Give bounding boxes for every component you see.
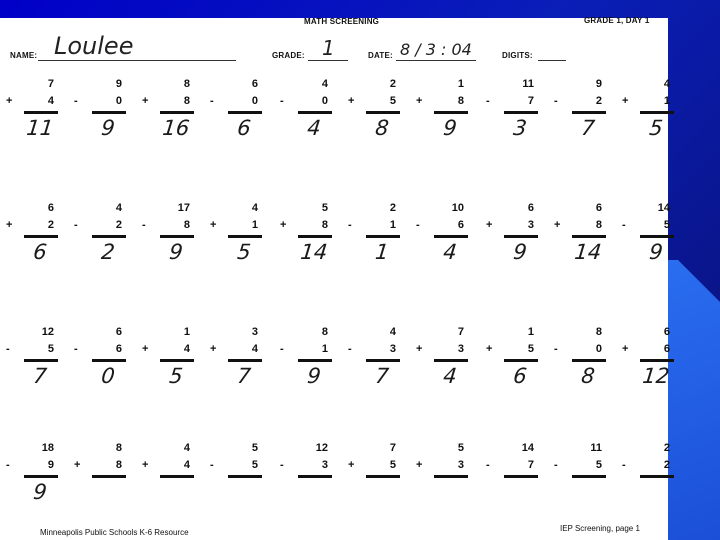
problem-top-number: 12	[41, 326, 54, 338]
problem-top-number: 5	[251, 442, 258, 454]
problem-bottom-number: 2	[663, 459, 670, 471]
problem-answer: 9	[100, 116, 116, 140]
footer-source: Minneapolis Public Schools K-6 Resource	[40, 528, 189, 537]
problem-operator: +	[142, 459, 149, 471]
problem-bottom-number: 0	[115, 95, 122, 107]
problem-top-number: 8	[115, 442, 122, 454]
problem	[210, 78, 264, 138]
problem-operator: +	[74, 459, 81, 471]
problem-top-number: 8	[183, 78, 190, 90]
problem-answer-line	[24, 359, 58, 362]
problem	[280, 202, 334, 262]
problem-top-number: 8	[321, 326, 328, 338]
problem-operator: +	[210, 343, 217, 355]
problem-answer-line	[572, 111, 606, 114]
problem-answer-line	[434, 235, 468, 238]
problem-operator: +	[210, 219, 217, 231]
problem-answer: 7	[374, 364, 390, 388]
problem-top-number: 12	[315, 442, 328, 454]
problem-answer-line	[640, 235, 674, 238]
problem-operator: +	[348, 459, 355, 471]
problem-bottom-number: 1	[321, 343, 328, 355]
problem	[486, 202, 540, 262]
problem	[554, 202, 608, 262]
problem-bottom-number: 5	[527, 343, 534, 355]
problem-answer: 6	[512, 364, 528, 388]
problem-operator: -	[210, 95, 214, 107]
problem-answer: 7	[580, 116, 596, 140]
problem	[554, 442, 608, 502]
problem	[280, 442, 334, 502]
problem-answer-line	[298, 359, 332, 362]
problem	[554, 78, 608, 138]
problem-answer: 9	[32, 480, 48, 504]
problem	[74, 326, 128, 386]
problem-top-number: 4	[115, 202, 122, 214]
problem-bottom-number: 5	[251, 459, 258, 471]
problem-answer: 8	[374, 116, 390, 140]
footer-page: IEP Screening, page 1	[560, 524, 640, 533]
problem-answer-line	[640, 359, 674, 362]
problem-answer-line	[24, 475, 58, 478]
problem-answer: 5	[236, 240, 252, 264]
date-value: 8 / 3 : 04	[400, 40, 472, 59]
problem-operator: +	[416, 343, 423, 355]
problem-top-number: 4	[321, 78, 328, 90]
problem	[416, 202, 470, 262]
problem-operator: -	[6, 343, 10, 355]
problem-answer-line	[572, 475, 606, 478]
problem-answer-line	[298, 475, 332, 478]
problem-answer-line	[160, 475, 194, 478]
problem-answer: 5	[168, 364, 184, 388]
problem	[348, 442, 402, 502]
problem-top-number: 3	[251, 326, 258, 338]
worksheet-title: MATH SCREENING	[304, 17, 380, 26]
problem-operator: +	[416, 459, 423, 471]
problem-bottom-number: 8	[115, 459, 122, 471]
problem-answer: 9	[442, 116, 458, 140]
problem-top-number: 6	[115, 326, 122, 338]
problem-operator: +	[622, 95, 629, 107]
problem-top-number: 4	[663, 78, 670, 90]
problem-top-number: 1	[183, 326, 190, 338]
problem-top-number: 2	[663, 442, 670, 454]
problem-operator: -	[280, 95, 284, 107]
name-value: Loulee	[54, 32, 134, 60]
problem	[348, 326, 402, 386]
problem-answer-line	[366, 235, 400, 238]
problem-top-number: 9	[115, 78, 122, 90]
problem-top-number: 7	[389, 442, 396, 454]
problem-operator: -	[280, 343, 284, 355]
problem-top-number: 14	[521, 442, 534, 454]
problem-answer-line	[92, 235, 126, 238]
problem	[622, 442, 676, 502]
problem-top-number: 11	[522, 78, 534, 90]
problem-bottom-number: 3	[321, 459, 328, 471]
problem-answer-line	[572, 235, 606, 238]
problem-answer-line	[24, 111, 58, 114]
problem-answer: 5	[648, 116, 664, 140]
problem	[74, 202, 128, 262]
problem-top-number: 6	[595, 202, 602, 214]
problem-operator: -	[486, 95, 490, 107]
problem-operator: +	[486, 343, 493, 355]
problem-answer-line	[92, 475, 126, 478]
problem-operator: +	[6, 219, 13, 231]
problem	[210, 202, 264, 262]
problem	[74, 442, 128, 502]
problem	[486, 326, 540, 386]
problem-answer: 2	[100, 240, 116, 264]
problem-answer-line	[92, 111, 126, 114]
problem-top-number: 18	[41, 442, 54, 454]
problem-operator: -	[348, 219, 352, 231]
problem-bottom-number: 0	[251, 95, 258, 107]
problem-operator: -	[210, 459, 214, 471]
date-label: DATE:	[368, 51, 393, 60]
problem-bottom-number: 8	[183, 95, 190, 107]
problem-answer: 9	[648, 240, 664, 264]
problem	[6, 442, 60, 502]
problem-top-number: 6	[663, 326, 670, 338]
problem-operator: +	[6, 95, 13, 107]
problem-answer: 9	[168, 240, 184, 264]
problem-operator: -	[142, 219, 146, 231]
problem-bottom-number: 0	[595, 343, 602, 355]
grade-label: GRADE:	[272, 51, 305, 60]
problem-top-number: 6	[527, 202, 534, 214]
problem-top-number: 7	[457, 326, 464, 338]
problem	[142, 442, 196, 502]
problem-bottom-number: 3	[457, 343, 464, 355]
problem-operator: -	[554, 459, 558, 471]
problem-top-number: 1	[527, 326, 534, 338]
problem-bottom-number: 1	[389, 219, 396, 231]
problem-top-number: 5	[457, 442, 464, 454]
name-label: NAME:	[10, 51, 38, 60]
problem-bottom-number: 2	[595, 95, 602, 107]
problem	[280, 326, 334, 386]
problem	[348, 202, 402, 262]
problem-answer-line	[228, 475, 262, 478]
problem-answer: 6	[236, 116, 252, 140]
problem-answer-line	[504, 359, 538, 362]
problem-answer-line	[228, 235, 262, 238]
problem-bottom-number: 5	[47, 343, 54, 355]
problem	[142, 326, 196, 386]
problem-bottom-number: 4	[47, 95, 54, 107]
problem-answer-line	[160, 111, 194, 114]
problem-bottom-number: 5	[595, 459, 602, 471]
problem	[210, 442, 264, 502]
problem-bottom-number: 1	[251, 219, 258, 231]
problem	[622, 202, 676, 262]
problem	[348, 78, 402, 138]
problem-answer-line	[160, 359, 194, 362]
problem-operator: +	[416, 95, 423, 107]
problem-bottom-number: 6	[457, 219, 464, 231]
problem-top-number: 17	[177, 202, 190, 214]
worksheet	[0, 16, 671, 540]
problem-operator: +	[142, 343, 149, 355]
problem-operator: +	[348, 95, 355, 107]
problem	[6, 202, 60, 262]
problem-answer-line	[434, 475, 468, 478]
problem-answer: 7	[236, 364, 252, 388]
problem	[6, 326, 60, 386]
grade-underline	[308, 60, 348, 61]
problem	[74, 78, 128, 138]
problem-operator: -	[486, 459, 490, 471]
problem-top-number: 5	[321, 202, 328, 214]
problem-answer-line	[298, 111, 332, 114]
problem-operator: -	[622, 219, 626, 231]
problem-operator: -	[280, 459, 284, 471]
problem-operator: +	[554, 219, 561, 231]
problem-top-number: 4	[389, 326, 396, 338]
problem-bottom-number: 5	[389, 459, 396, 471]
date-underline	[396, 60, 476, 61]
problem-answer: 3	[512, 116, 528, 140]
problem-bottom-number: 8	[457, 95, 464, 107]
problem-bottom-number: 4	[183, 343, 190, 355]
problem-operator: -	[416, 219, 420, 231]
problem-answer-line	[434, 359, 468, 362]
problem-bottom-number: 3	[527, 219, 534, 231]
problem-answer: 7	[32, 364, 48, 388]
problem-answer: 9	[512, 240, 528, 264]
problem-top-number: 4	[251, 202, 258, 214]
problem-answer: 4	[442, 240, 458, 264]
problem-top-number: 8	[595, 326, 602, 338]
problem-answer: 1	[374, 240, 390, 264]
problem-answer: 0	[100, 364, 116, 388]
problem	[554, 326, 608, 386]
problem	[416, 326, 470, 386]
digits-label: DIGITS:	[502, 51, 533, 60]
problem-top-number: 4	[183, 442, 190, 454]
problem-operator: +	[280, 219, 287, 231]
problem-answer-line	[504, 235, 538, 238]
problem	[416, 78, 470, 138]
problem	[622, 78, 676, 138]
problem	[486, 78, 540, 138]
problem-operator: -	[554, 95, 558, 107]
problem-answer-line	[434, 111, 468, 114]
problem-bottom-number: 2	[47, 219, 54, 231]
problem-top-number: 7	[47, 78, 54, 90]
problem-bottom-number: 0	[321, 95, 328, 107]
problem-bottom-number: 3	[389, 343, 396, 355]
problem-top-number: 6	[251, 78, 258, 90]
problem-answer: 8	[580, 364, 596, 388]
problem-bottom-number: 5	[389, 95, 396, 107]
problem-top-number: 9	[595, 78, 602, 90]
problem-answer-line	[228, 111, 262, 114]
problem-operator: +	[486, 219, 493, 231]
problem-operator: +	[142, 95, 149, 107]
problem-answer-line	[572, 359, 606, 362]
problem-answer: 16	[161, 116, 191, 140]
problem	[280, 78, 334, 138]
problem-operator: -	[74, 343, 78, 355]
name-underline	[38, 60, 236, 61]
problem-answer-line	[298, 235, 332, 238]
problem-operator: -	[622, 459, 626, 471]
problem-bottom-number: 7	[527, 95, 534, 107]
problem-top-number: 1	[457, 78, 464, 90]
problem-top-number: 2	[389, 202, 396, 214]
problem-operator: -	[74, 95, 78, 107]
problem-bottom-number: 3	[457, 459, 464, 471]
problem-top-number: 6	[47, 202, 54, 214]
grade-value: 1	[322, 36, 335, 60]
grade-day-label: GRADE 1, DAY 1	[584, 16, 650, 25]
problem-operator: +	[622, 343, 629, 355]
problem-bottom-number: 8	[595, 219, 602, 231]
problem-operator: -	[554, 343, 558, 355]
problem-answer: 11	[25, 116, 55, 140]
problem-answer-line	[24, 235, 58, 238]
problem-answer-line	[366, 475, 400, 478]
problem	[210, 326, 264, 386]
problem-answer: 6	[32, 240, 48, 264]
problem-answer-line	[504, 111, 538, 114]
problem-bottom-number: 2	[115, 219, 122, 231]
problem	[486, 442, 540, 502]
problem-answer: 14	[299, 240, 329, 264]
problem-answer-line	[366, 359, 400, 362]
problem-answer-line	[92, 359, 126, 362]
digits-underline	[538, 60, 566, 61]
problem-top-number: 10	[451, 202, 464, 214]
problem-answer: 4	[442, 364, 458, 388]
problem-bottom-number: 6	[115, 343, 122, 355]
problem-bottom-number: 6	[663, 343, 670, 355]
problem-answer-line	[640, 475, 674, 478]
problem-operator: -	[348, 343, 352, 355]
problem	[6, 78, 60, 138]
problem-bottom-number: 5	[663, 219, 670, 231]
problem-bottom-number: 8	[321, 219, 328, 231]
problem-operator: -	[6, 459, 10, 471]
problem-answer-line	[504, 475, 538, 478]
problem-bottom-number: 4	[251, 343, 258, 355]
problem-answer: 14	[573, 240, 603, 264]
problem-top-number: 11	[590, 442, 602, 454]
problem-answer: 12	[641, 364, 671, 388]
problem-bottom-number: 1	[663, 95, 670, 107]
problem-operator: -	[74, 219, 78, 231]
problem-bottom-number: 9	[47, 459, 54, 471]
problem-bottom-number: 8	[183, 219, 190, 231]
problem-answer: 4	[306, 116, 322, 140]
problem-top-number: 2	[389, 78, 396, 90]
problem-answer-line	[366, 111, 400, 114]
problem-answer-line	[228, 359, 262, 362]
problem-answer-line	[160, 235, 194, 238]
problem	[142, 78, 196, 138]
problem-top-number: 14	[657, 202, 670, 214]
problem-answer: 9	[306, 364, 322, 388]
problem	[622, 326, 676, 386]
problem-answer-line	[640, 111, 674, 114]
problem-bottom-number: 4	[183, 459, 190, 471]
problem-bottom-number: 7	[527, 459, 534, 471]
problem	[142, 202, 196, 262]
problem	[416, 442, 470, 502]
